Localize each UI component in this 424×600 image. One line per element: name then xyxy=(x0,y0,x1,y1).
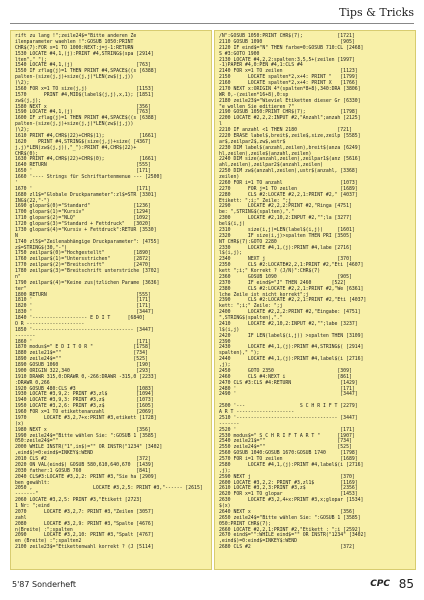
code-line: 1650 ' [171] xyxy=(15,169,151,175)
code-line: 2670 eind$="":WHILE eind$="" OR INSTR("1234" [3402] xyxy=(219,533,367,539)
code-line: zw$(j,j); xyxy=(15,98,41,104)
code-line: 2660 LOCATE #2,2,1:PRINT #2,"Etikett : ";i [2592] xyxy=(219,527,361,533)
code-line: 2640 NEXT x [356] xyxy=(219,509,355,515)
code-line: 2480 ' [171] xyxy=(219,386,355,392)
code-line: 1800 RETURN [555] xyxy=(15,292,151,298)
code-line: 2140 FOR x=1 TO zeilen [1123] xyxy=(219,69,358,75)
code-line: ,eind$)=0:eind$=INKEY$:WEND xyxy=(219,539,297,545)
code-line: 2130 LOCATE #4,2,2:spalten:3,5,5+(zeilen [1997] xyxy=(219,57,355,63)
code-line: 2390 xyxy=(219,339,231,345)
code-line: ,j); xyxy=(219,468,231,474)
code-line: NT CHR$(7):GOTO 2280 xyxy=(219,239,277,245)
code-line: 1530 LOCATE #4,1,(j):PRINT #4,STRING$(spa [2914] xyxy=(15,51,154,57)
code-line: 2080 LOCATE #3,2,9: PRINT #3,"Spalte [4676] xyxy=(15,521,154,527)
section-title: Tips & Tricks xyxy=(339,6,414,19)
code-line: 2200 LOCATE #2,2,2:INPUT #2,"Anzahl";anzah [2125] xyxy=(219,116,361,122)
code-line: 1870 modus$=" E D I T O R " [1758] xyxy=(15,345,151,351)
code-line: 2170 NEXT x:ORIGIN 4*(spalten*8+8),340:DRA [3806] xyxy=(219,86,361,92)
code-line: 1700 glopar$(1)="Kursiv" [1294] xyxy=(15,210,151,216)
code-line: 1760 zeilpar$(1)="Untersstrichen" [2872] xyxy=(15,257,151,263)
code-line: 2060 LOCATE #3,2,5: PRINT #3,"Etikett [2723] xyxy=(15,498,143,504)
code-line: 2570 FOR i=1 TO zeilen [1689] xyxy=(219,457,358,462)
code-line: 2600 LOCATE #3,2,2: PRINT #3,zl1$ [1169] xyxy=(219,480,358,486)
code-line: 1770 zeilpar$(2)="Breitschrift" [2470] xyxy=(15,263,151,269)
code-line: kett: ";i;" Zeile: ";j xyxy=(219,304,283,310)
code-line: 1930 LOCATE #3,9,2: PRINT #3,zl$ [1094] xyxy=(15,392,154,398)
code-line: 2210 IF anzahl <1 THEN 2180 [721] xyxy=(219,128,352,133)
code-line: 2630 LOCATE #3,2,4+x:PRINT #3,x;glopar [1534] xyxy=(219,498,364,504)
code-line: 2180 zeile23$="Wieviel Etiketten dieser Gr [6330] xyxy=(219,98,361,104)
code-line: kett ";i;" Korrekt ? (J/N)":CHR$(7) xyxy=(219,269,321,274)
code-line: ben gewählt: xyxy=(15,480,50,486)
code-line: 1840 '------------------- E D I T [6840] xyxy=(15,316,145,321)
code-line: 2330 LOCATE #4,1,(j):PRINT #4,labe [2716] xyxy=(219,245,352,251)
code-line: 1740 zl5$="Zeilenabhängige Druckparameter": [4755] xyxy=(15,239,160,245)
code-line: j,j)*LEN(zw$(j,j)),"_"):PRINT #4,CHR$(22)+ xyxy=(15,145,137,151)
code-line: ' xyxy=(15,180,18,186)
code-line: 1880 zeile21$="" [734] xyxy=(15,351,148,357)
code-line: z$=STRING$(30,"-") xyxy=(15,245,67,251)
code-line: O R -------------------- xyxy=(15,321,85,327)
page-number: 85 xyxy=(398,577,414,591)
code-line: 2250 DIM zw$(anzahl,zeilen),ustr$(anzahl, [3368] xyxy=(219,169,358,175)
code-line: palten-(size(j,j)+size(j,j)*LEN(zw$(j,j)) xyxy=(15,75,134,81)
code-line: 2040 CLS#3:LOCATE #3,2,2: PRINT #3,"Sie ha [2909] xyxy=(15,474,157,480)
code-line: 1790 zeilpar$(4)="Keine zus|tzlichen Parame [3636] xyxy=(15,280,160,286)
code-line: 050:zeile24$="" xyxy=(15,439,59,445)
listing-column-left xyxy=(10,30,212,570)
code-line: -------" xyxy=(15,492,39,498)
code-line: 1 Nr: ";eind xyxy=(15,504,50,509)
code-line: 1660 '---- Strings für Schriftartenmenue --- [2500] xyxy=(15,175,163,180)
code-line: lten"," "); xyxy=(15,57,47,63)
code-line: 1620 PRINT #4,STRING$(size(j,j)+size( [4367] xyxy=(15,139,151,145)
code-line: 1550 IF zflag(j)=1 THEN PRINT #4,SPACE$((s [6388] xyxy=(15,69,157,75)
code-line: zeilen) xyxy=(219,175,240,180)
code-line: 2520 ' [171] xyxy=(219,427,355,433)
code-line: (x) xyxy=(15,421,24,427)
code-line: WR 0,-(zeilen*16+8),0:sp xyxy=(219,92,289,98)
code-line: 1600 IF zflag(j)=1 THEN PRINT #4,SPACE$((s [6388] xyxy=(15,116,157,122)
code-line: 2020 ON VAL(eind$) GOSUB 580,610,640,670 [1439] xyxy=(15,462,154,468)
page-footer xyxy=(0,578,424,600)
code-line: 1750 zeilpar$(0)="Hochgestellt" [1890] xyxy=(15,251,151,257)
code-line: 2310 size(i,j)=LEN(label$(i,j)) [1601] xyxy=(219,227,355,233)
code-line: 1980 NEXT x [356] xyxy=(15,427,151,433)
code-line: 2380 CLS #2:LOCATE #2,2,1:PRINT #2,"We [6361] xyxy=(219,286,364,292)
code-line: A R T -------------------- xyxy=(219,410,295,415)
code-line: 2620 FOR x=1 TO glopar [1453] xyxy=(219,492,358,498)
code-line: ,j); xyxy=(219,363,231,368)
code-line: 1580 NEXT x [356] xyxy=(15,104,151,110)
code-line: 2470 CLS #3:CLS #4:RETURN [1429] xyxy=(219,380,358,386)
code-line: 050:PRINT CHR$(7); xyxy=(219,521,271,527)
code-line: 2510 '----------------------------------- [3447] xyxy=(219,415,358,421)
code-line: :DRAWR 0,266 xyxy=(15,380,50,386)
code-line: 2190 GOSUB 1050:PRINT CHR$(7); [1798] xyxy=(219,110,358,116)
code-line: 2460 CLS #4:NEXT i [861] xyxy=(219,374,352,380)
code-line: 1670 ' [171] xyxy=(15,186,151,192)
code-line: 2260 FOR i=1 TO anzahl [1073] xyxy=(219,180,358,186)
code-line: l xyxy=(219,122,222,128)
code-line: 2160 LOCATE spalten*2,x+4: PRINT X [1766] xyxy=(219,81,358,86)
code-line: CHR$(7):FOR x=1 TO 1000:NEXT:j=j-1:RETURN xyxy=(15,45,134,51)
code-line: l$(i,j) xyxy=(219,327,240,333)
code-line: 1970 LOCATE #3,2,7+x:PRINT #3,etikett [1728] xyxy=(15,415,157,421)
code-line: 1960 FOR x=1 TO etikettenanzahl [2069] xyxy=(15,410,154,415)
code-line: 1710 glopar$(2)="NLQ" [1092] xyxy=(15,216,151,222)
code-line: 2350 CLS #2:LOCATE#2,2,1:PRINT #2,"Eti [4607] xyxy=(219,263,364,269)
code-line: 2290 LOCATE #2,2,2:PRINT #2,"Ringa [4751] xyxy=(219,204,352,210)
code-line: 1720 glopar$(3)="Standard + Fettdruck" [3020] xyxy=(15,222,151,227)
code-line: 2000 WHILE INSTR("1",in$)="" OR INSTR("1234" [3402] xyxy=(15,445,163,451)
code-line: ING$(22,"-") xyxy=(15,198,50,204)
code-line: 1890 zeile24$="" [525] xyxy=(15,357,148,363)
code-line: 2590 NEXT j [370] xyxy=(219,474,355,480)
code-line: 2540 zeile21$="" [734] xyxy=(219,439,352,445)
code-line: ------- xyxy=(219,421,240,427)
code-line: 1640 RETURN [555] xyxy=(15,163,151,169)
code-line: N xyxy=(15,233,18,239)
code-line: Etikett: ";i;" Zeile: ";j xyxy=(219,198,292,204)
basic-listing-right xyxy=(215,31,415,551)
code-line: 1630 PRINT #4,CHR$(22)+CHR$(0); [1661] xyxy=(15,157,157,163)
code-line: 2320 IF size(i,j)>spalten THEN PRI [3505] xyxy=(219,233,352,239)
code-line: 1940 LOCATE #3,9,3: PRINT #3,z$ [1073] xyxy=(15,398,154,404)
code-line: 1920 GOSUB 480:CLS #3 [1083] xyxy=(15,386,154,392)
code-line: 2010 CLS #2 [372] xyxy=(15,457,151,462)
code-line: ilenparameter waehlen !":GOSUB 1050:PRINT xyxy=(15,39,134,45)
code-line: 2650 zeile24$="Bitte wählen Sie: ":GOSUB 1 [3585] xyxy=(219,515,361,521)
code-line: en (Breite) :";spalten2 xyxy=(15,539,82,545)
code-line: ,eind$)=0:eind$=INKEY$:WEND xyxy=(15,451,93,457)
code-line: 2070 LOCATE #3,2,7: PRINT #3,"Zeilen [3057] xyxy=(15,509,154,515)
code-line: zahl xyxy=(15,515,27,521)
code-line: 2400 LOCATE #2,2,2:PRINT #2,"Eingabe: [4751] xyxy=(219,310,361,316)
code-line: 2340 NEXT j [370] xyxy=(219,257,352,263)
code-line: 2230 DIM label$(anzahl,zeilen),breit$(anza [6249] xyxy=(219,145,361,151)
code-line: 1910 DRAWR 315,0:DRAWR 0,-266:DRAWR -315,0 [2233] xyxy=(15,374,157,380)
code-line: 2150 LOCATE spalten*2,x+4: PRINT " [1799] xyxy=(219,75,358,81)
code-line: hl,zeilen),zeile$(anzahl,zeilen) xyxy=(219,151,312,157)
header-rule xyxy=(10,23,414,24)
code-line: CHR$(0); xyxy=(15,151,39,157)
code-line: ter" xyxy=(15,286,27,292)
code-line: 1810 ' [171] xyxy=(15,298,151,304)
code-line: 1590 LOCATE #4,1,(j) [763] xyxy=(15,110,151,116)
code-line: be: ",STRING$(spalten),"." xyxy=(219,210,295,216)
code-line: 1820 ' [171] xyxy=(15,304,151,310)
code-line: 2500 '--- S C H R I F T [2279] xyxy=(219,404,358,410)
code-line: -1)PAPER #4,0:PEN #4,1:CLS #4 xyxy=(219,63,303,69)
code-line: 1990 zeile24$="Bitte wählen Sie: ":GOSUB 1 [3585] xyxy=(15,433,157,439)
code-line: 2300 LOCATE #2,10,2:INPUT #2,"";la [3277] xyxy=(219,216,352,222)
code-line: lche Zeile ist nicht korrekt";j xyxy=(219,292,309,298)
code-line: 1610 PRINT #4,CHR$(22)+CHR$(1); [1661] xyxy=(15,133,157,139)
magazine-logo: CPC xyxy=(370,579,390,589)
code-line: 2530 modus$=" S C H R I F T A R T " [1907] xyxy=(219,433,355,439)
code-line: 2550 zeile24$="" [525] xyxy=(219,445,352,451)
code-line: palten-(size(j,j)+size(j,j)*LEN(zw$(j,j)) xyxy=(15,122,134,128)
code-line: 2430 LOCATE #4,1,(j):PRINT #4,STRING$( [2914] xyxy=(219,345,364,351)
code-line: 2410 LOCATE #2,10,2:INPUT #2,"";labe [3237] xyxy=(219,321,358,327)
code-line: /N":GOSUB 1050:PRINT CHR$(7); [1721] xyxy=(219,34,355,39)
code-line: 2360 GOSUB 1090 [905] xyxy=(219,274,352,280)
code-line: )\2); xyxy=(15,128,30,133)
code-line: 1680 zl1$="Globale Druckparameter":zl$=STR [3301] xyxy=(15,192,157,198)
page-header xyxy=(0,0,424,26)
code-line: n(Breite) :";spalten xyxy=(15,527,73,533)
code-line: 2440 LOCATE #4,1,(j):PRINT #4,label$(i [2716] xyxy=(219,357,364,363)
code-line: 2420 IF LEN(label$(i,j)) >spalten THEN [3109] xyxy=(219,333,364,339)
code-line: 2680 CLS #2 [372] xyxy=(219,545,355,551)
code-line: 2450 GOTO 2350 [309] xyxy=(219,368,352,374)
code-line: 2100 zeile23$="Etikettenwahl korrekt ? (J [5114] xyxy=(15,545,154,551)
code-line: 1860 ' [171] xyxy=(15,339,151,345)
code-line: 1900 ORIGIN 322,340 [293] xyxy=(15,368,151,374)
code-line: bel$(i,j) xyxy=(219,222,245,227)
code-line: 1890 GOSUB 1060 [190] xyxy=(15,363,151,368)
code-line: 2220 ERASE label$,breit$,zeile$,size,zeilp [5585] xyxy=(219,133,361,139)
code-line: S #3:GOTO 1900 xyxy=(219,51,260,57)
code-line: 2050 , LOCATE #3,2,5: PRINT #3,"------ [2615] xyxy=(15,486,203,492)
basic-listing-left xyxy=(11,31,211,551)
code-line: spalten)," "); xyxy=(219,351,260,357)
code-line: 2240 DIM size(anzahl,zeilen),zeilpar1$(anz [5616] xyxy=(219,157,361,163)
code-line: 1690 glopar$(0)="Standard" [1236] xyxy=(15,204,151,210)
issue-label: 5'87 Sonderheft xyxy=(12,580,77,589)
code-line: 1950 LOCATE #3,2,6: PRINT #3,z$ [1605] xyxy=(15,404,154,410)
code-line: 1830 ' [3447] xyxy=(15,310,154,316)
code-line: 2120 IF eind$="N" THEN farbe=0:GOSUB 710:CL [2468] xyxy=(219,45,364,51)
code-line: )\2); xyxy=(15,81,30,86)
code-line: rift zu lang !";zeile24$="Bitte anderen Ze xyxy=(15,34,137,39)
code-line: ahl,zeilen),zeilpar2$(anzahl,zeilen) xyxy=(219,163,323,169)
code-line: 1780 zeilpar$(3)="Breitschrift unterstriche [3702] xyxy=(15,269,160,274)
code-line: l$(i,j); xyxy=(219,251,243,257)
code-line: 1570 PRINT #4,MID$(label$(j,j),x,1); [1851] xyxy=(15,92,154,98)
code-line: 2490 ' [3447] xyxy=(219,392,358,398)
code-line: $(x) xyxy=(219,504,231,509)
code-line: ------- xyxy=(15,333,36,339)
code-line: 1560 FOR x=1 TO size(j,j) [1153] xyxy=(15,86,154,92)
code-line: 2560 GOSUB 1040:GOSUB 1670:GOSUB 1740 [1798] xyxy=(219,451,358,457)
code-line: 2370 IF eind$="J" THEN 2460 [522] xyxy=(219,280,347,286)
code-line: ar$,zeilpar2$,zw$,wstr$ xyxy=(219,139,286,145)
listing-column-right xyxy=(214,30,416,570)
code-line: 2610 LOCATE #3,2,3:PRINT #3,z$ [2356] xyxy=(219,486,358,492)
code-line: 2280 CLS #2:LOCATE #2,2,1:PRINT #2," [4037] xyxy=(219,192,358,198)
code-line: 2030 father:1 GOSUB 760 [841] xyxy=(15,468,151,474)
code-line: 2580 LOCATE #4,1,(j):PRINT #4,label$(i [2716] xyxy=(219,462,364,468)
code-line: n" xyxy=(15,274,21,280)
code-line: "e wollen Sie editieren ?" xyxy=(219,104,295,110)
code-line: ",STRING$(spalten),"." xyxy=(219,316,283,321)
code-line: 2390 CLS #2:LOCATE #2,2,1:PRINT #2,"Eti [4037] xyxy=(219,298,367,304)
code-line: 1730 glopar$(4)="Kursiv + Fettdruck":RETUR [3530] xyxy=(15,227,157,233)
code-line: 2090 LOCATE #3,2,10: PRINT #3,"Spalt [4767] xyxy=(15,533,154,539)
code-line: 1540 LOCATE #4,1,(j) [763] xyxy=(15,63,151,69)
code-line: 1850 '----------------------------------- [3447] xyxy=(15,327,154,333)
code-line: 2270 FOR j=1 TO zeilen [1689] xyxy=(219,186,358,192)
code-line: 2110 GOSUB 1090 [905] xyxy=(219,39,355,45)
